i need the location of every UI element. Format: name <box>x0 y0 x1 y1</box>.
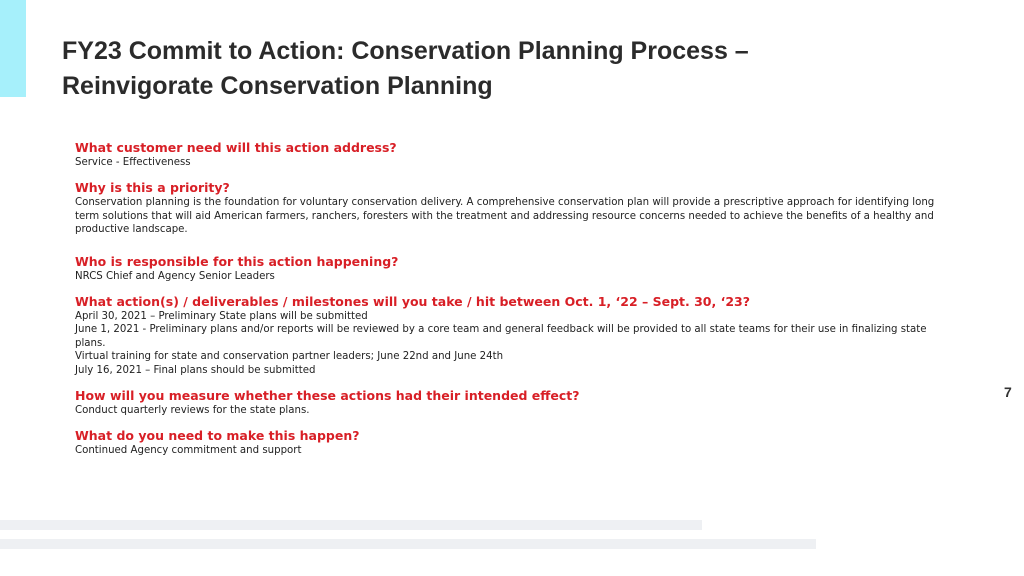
section-priority <box>75 179 935 236</box>
question-customer-need: What customer need will this action address? <box>75 140 397 155</box>
answer-needs <box>75 444 935 457</box>
section-needs <box>75 427 935 457</box>
page-number: 7 <box>1004 384 1012 400</box>
answer-line: June 1, 2021 - Preliminary plans and/or reports will be reviewed by a core team and general feedback will be provided to all state teams for their use in finalizing state plans. <box>75 324 927 349</box>
question-needs: What do you need to make this happen? <box>75 428 360 444</box>
answer-line: Service - Effectiveness <box>75 157 191 168</box>
question-milestones: What action(s) / deliverables / milestones will you take / hit between Oct. 1, ‘22 – Sept. 30, ‘23? <box>75 294 750 310</box>
answer-line: April 30, 2021 – Preliminary State plans will be submitted <box>75 311 368 323</box>
section-measure <box>75 387 935 417</box>
slide-title-line-1: FY23 Commit to Action: Conservation Planning Process – <box>62 37 749 65</box>
section-customer-need <box>75 139 935 169</box>
question-measure: How will you measure whether these actions had their intended effect? <box>75 388 580 404</box>
section-responsible <box>75 253 935 283</box>
answer-customer-need <box>75 156 935 169</box>
footer-bar <box>0 539 816 549</box>
footer-bar <box>0 520 702 530</box>
answer-measure <box>75 404 935 417</box>
answer-line: July 16, 2021 – Final plans should be submitted <box>75 364 316 376</box>
answer-priority <box>75 196 935 236</box>
answer-milestones <box>75 310 935 377</box>
slide-title-line-2: Reinvigorate Conservation Planning <box>62 72 493 100</box>
accent-bar <box>0 0 26 97</box>
answer-line: Conduct quarterly reviews for the state plans. <box>75 405 310 417</box>
slide-title <box>62 34 942 104</box>
question-responsible: Who is responsible for this action happening? <box>75 253 399 269</box>
section-milestones <box>75 293 935 377</box>
answer-line: Conservation planning is the foundation for voluntary conservation delivery. A comprehensive conservation plan will provide a prescriptive approach for identifying long term solutions that will aid American farmers, ranchers, foresters with the treatment and addressing resource concerns needed to achieve the benefits of a healthy and productive landscape. <box>75 197 935 236</box>
answer-line: Virtual training for state and conservation partner leaders; June 22nd and June 24th <box>75 351 504 363</box>
answer-responsible <box>75 270 935 283</box>
answer-line: Continued Agency commitment and support <box>75 445 302 457</box>
answer-line: NRCS Chief and Agency Senior Leaders <box>75 270 275 282</box>
question-priority: Why is this a priority? <box>75 180 230 196</box>
content-area <box>75 139 935 458</box>
